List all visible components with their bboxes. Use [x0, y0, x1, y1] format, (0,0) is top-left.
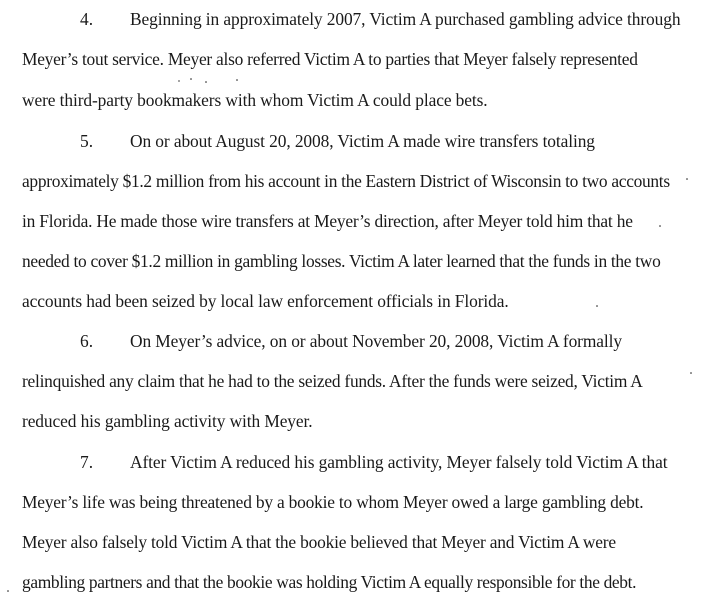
paragraph-line: Meyer also falsely told Victim A that the bookie believed that Meyer and Victim A were	[22, 532, 616, 552]
scan-speck	[236, 79, 238, 81]
scan-speck	[190, 78, 192, 80]
paragraph-line: On Meyer’s advice, on or about November 20, 2008, Victim A formally	[130, 331, 622, 351]
paragraph-line: After Victim A reduced his gambling activity, Meyer falsely told Victim A that	[130, 452, 668, 472]
paragraph-line: Meyer’s life was being threatened by a bookie to whom Meyer owed a large gambling debt.	[22, 492, 644, 512]
paragraph-line: reduced his gambling activity with Meyer.	[22, 411, 313, 431]
paragraph-line: accounts had been seized by local law enforcement officials in Florida.	[22, 291, 509, 311]
scan-speck	[178, 80, 180, 82]
paragraph-number: 4.	[80, 9, 94, 29]
paragraph-line: On or about August 20, 2008, Victim A made wire transfers totaling	[130, 131, 595, 151]
scan-speck	[686, 178, 688, 180]
scan-speck	[7, 590, 9, 592]
scan-speck	[205, 81, 207, 83]
paragraph-number: 5.	[80, 131, 94, 151]
paragraph-line: approximately $1.2 million from his account in the Eastern District of Wisconsin to two accounts	[22, 171, 670, 191]
scan-speck	[596, 305, 598, 307]
paragraph-line: gambling partners and that the bookie was holding Victim A equally responsible for the debt.	[22, 572, 637, 592]
paragraph-line: needed to cover $1.2 million in gambling losses. Victim A later learned that the funds in the two	[22, 251, 661, 271]
paragraph-line: Beginning in approximately 2007, Victim A purchased gambling advice through	[130, 9, 681, 29]
scan-speck	[659, 225, 661, 227]
paragraph-number: 7.	[80, 452, 94, 472]
paragraph-line: Meyer’s tout service. Meyer also referred Victim A to parties that Meyer falsely represented	[22, 49, 638, 69]
scan-speck	[690, 372, 692, 374]
paragraph-line: were third-party bookmakers with whom Victim A could place bets.	[22, 90, 488, 110]
paragraph-number: 6.	[80, 331, 94, 351]
paragraph-line: in Florida. He made those wire transfers at Meyer’s direction, after Meyer told him that he	[22, 211, 633, 231]
paragraph-line: relinquished any claim that he had to the seized funds. After the funds were seized, Victim A	[22, 371, 643, 391]
